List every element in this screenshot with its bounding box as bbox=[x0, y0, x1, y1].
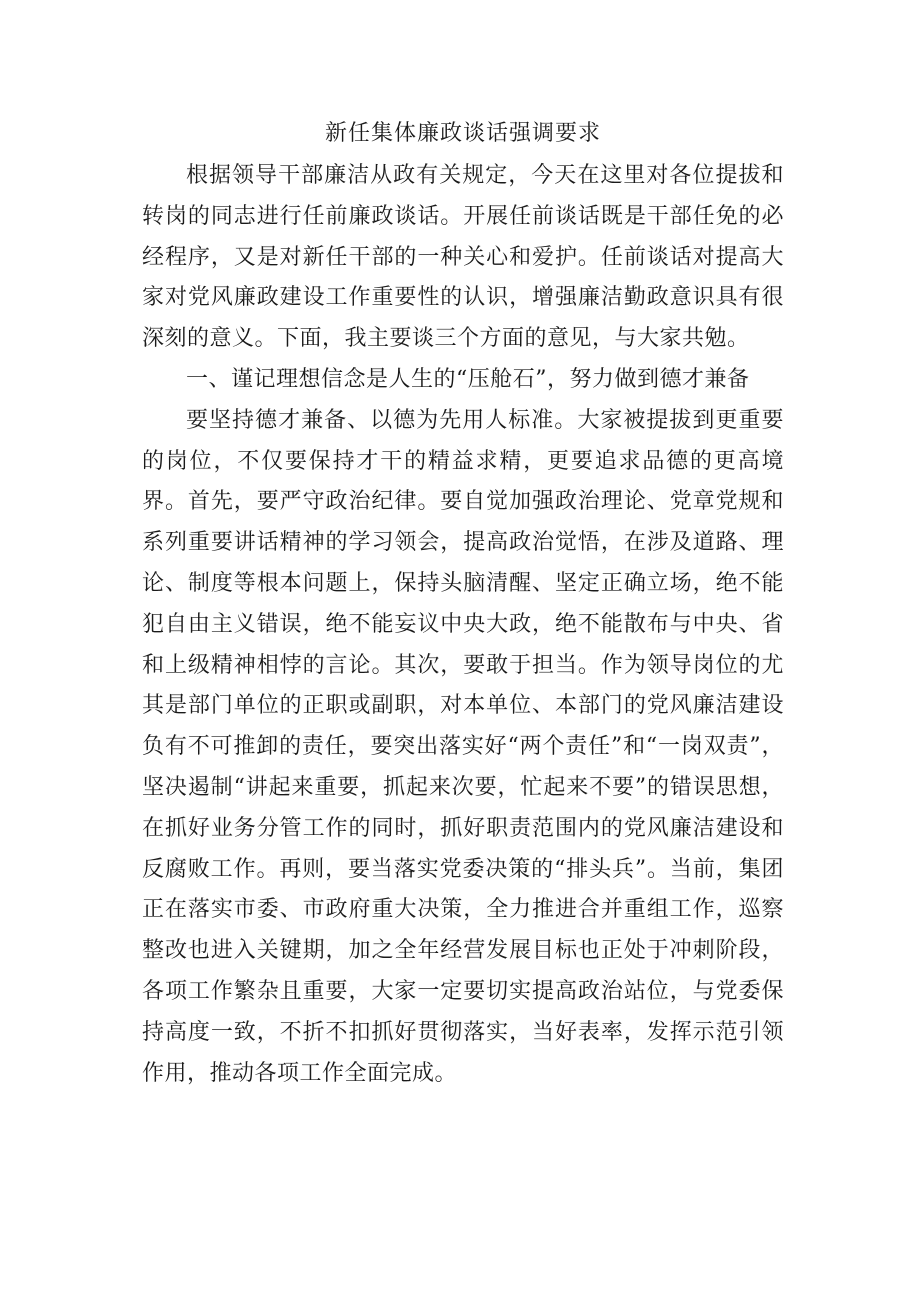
section-heading: 一、谨记理想信念是人生的“压舱石”，努力做到德才兼备 bbox=[186, 366, 750, 392]
intro-paragraph: 根据领导干部廉洁从政有关规定，今天在这里对各位提拔和转岗的同志进行任前廉政谈话。开展任前谈话既是干部任免的必经程序，又是对新任干部的一种关心和爱护。任前谈话对提高大家对党风廉政建设工作重要性的认识，增强廉洁勤政意识具有很深刻的意义。下面，我主要谈三个方面的意见，与大家共勉。 bbox=[142, 163, 784, 352]
document-title: 新任集体廉政谈话强调要求 bbox=[324, 121, 601, 146]
document-page bbox=[142, 112, 784, 1094]
section-body-paragraph: 要坚持德才兼备、以德为先用人标准。大家被提拔到更重要的岗位，不仅要保持才干的精益求精，更要追求品德的更高境界。首先，要严守政治纪律。要自觉加强政治理论、党章党规和系列重要讲话精神的学习领会，提高政治觉悟，在涉及道路、理论、制度等根本问题上，保持头脑清醒、坚定正确立场，绝不能犯自由主义错误，绝不能妄议中央大政，绝不能散布与中央、省和上级精神相悖的言论。其次，要敢于担当。作为领导岗位的尤其是部门单位的正职或副职，对本单位、本部门的党风廉洁建设负有不可推卸的责任，要突出落实好“两个责任”和“一岗双责”，坚决遏制“讲起来重要，抓起来次要，忙起来不要”的错误思想，在抓好业务分管工作的同时，抓好职责范围内的党风廉洁建设和反腐败工作。再则，要当落实党委决策的“排头兵”。当前，集团正在落实市委、市政府重大决策，全力推进合并重组工作，巡察整改也进入关键期，加之全年经营发展目标也正处于冲刺阶段，各项工作繁杂且重要，大家一定要切实提高政治站位，与党委保持高度一致，不折不扣抓好贯彻落实，当好表率，发挥示范引领作用，推动各项工作全面完成。 bbox=[142, 407, 784, 1086]
